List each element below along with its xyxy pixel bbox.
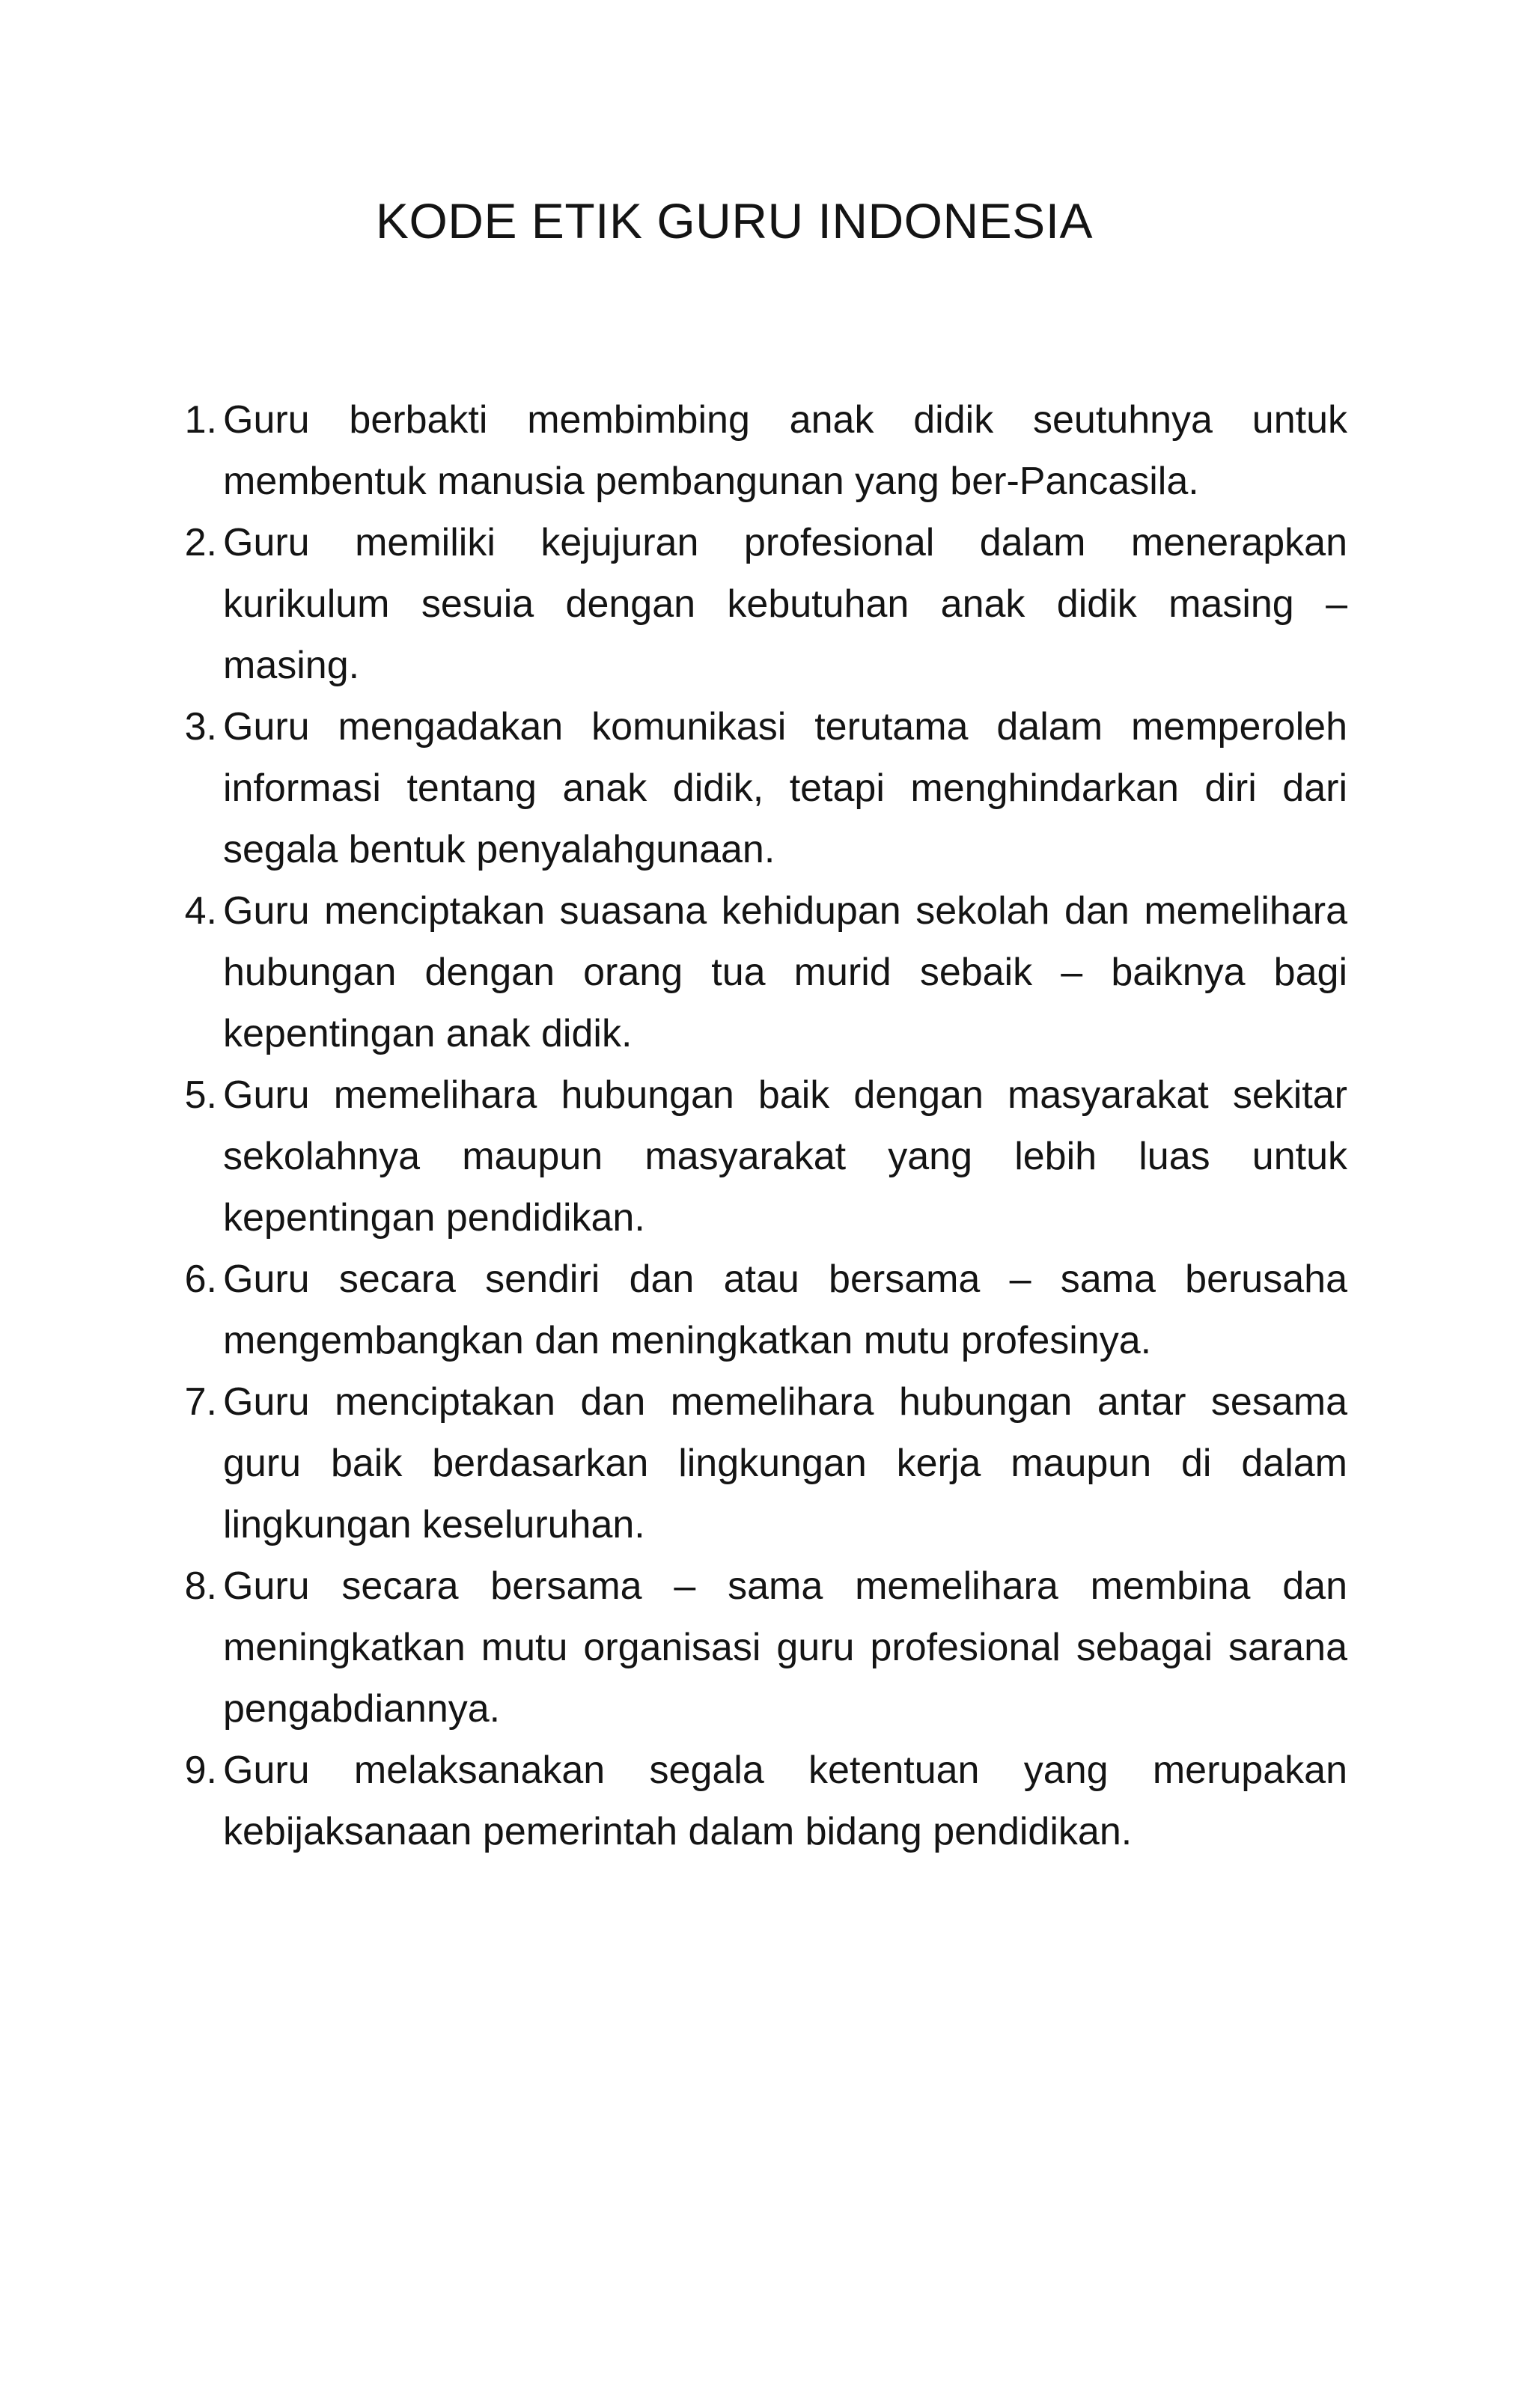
item-number: 3. [184, 705, 217, 749]
item-text: Guru mengadakan komunikasi terutama dalam memperoleh informasi tentang anak didik, tetapi menghindarkan diri dari segala bentuk penyalahgunaan. [223, 705, 1347, 871]
item-text: Guru memelihara hubungan baik dengan masyarakat sekitar sekolahnya maupun masyarakat yang lebih luas untuk kepentingan pendidikan. [223, 1073, 1347, 1240]
item-text: Guru memiliki kejujuran profesional dalam menerapkan kurikulum sesuia dengan kebutuhan anak didik masing – masing. [223, 521, 1347, 687]
list-item-1 [157, 389, 1347, 512]
item-text: Guru berbakti membimbing anak didik seutuhnya untuk membentuk manusia pembangunan yang ber-Pancasila. [223, 398, 1347, 503]
item-text: Guru melaksanakan segala ketentuan yang merupakan kebijaksanaan pemerintah dalam bidang pendidikan. [223, 1749, 1347, 1853]
list-item-4 [157, 880, 1347, 1064]
item-text: Guru menciptakan suasana kehidupan sekolah dan memelihara hubungan dengan orang tua murid sebaik – baiknya bagi kepentingan anak didik. [223, 889, 1347, 1055]
item-text: Guru secara sendiri dan atau bersama – sama berusaha mengembangkan dan meningkatkan mutu profesinya. [223, 1258, 1347, 1362]
list-item-9 [157, 1740, 1347, 1862]
item-number: 4. [184, 889, 217, 933]
list-item-8 [157, 1555, 1347, 1740]
item-number: 1. [184, 398, 217, 442]
list-item-2 [157, 512, 1347, 696]
item-number: 2. [184, 521, 217, 564]
item-number: 7. [184, 1380, 217, 1424]
item-number: 5. [184, 1073, 217, 1117]
item-text: Guru secara bersama – sama memelihara membina dan meningkatkan mutu organisasi guru profesional sebagai sarana pengabdiannya. [223, 1564, 1347, 1731]
code-of-ethics-list [157, 389, 1347, 1862]
list-item-6 [157, 1249, 1347, 1371]
item-text: Guru menciptakan dan memelihara hubungan antar sesama guru baik berdasarkan lingkungan kerja maupun di dalam lingkungan keseluruhan. [223, 1380, 1347, 1546]
item-number: 6. [184, 1258, 217, 1301]
list-item-5 [157, 1064, 1347, 1249]
item-number: 8. [184, 1564, 217, 1608]
page-title: KODE ETIK GURU INDONESIA [375, 193, 1094, 249]
item-number: 9. [184, 1749, 217, 1792]
list-item-7 [157, 1371, 1347, 1555]
list-item-3 [157, 696, 1347, 880]
